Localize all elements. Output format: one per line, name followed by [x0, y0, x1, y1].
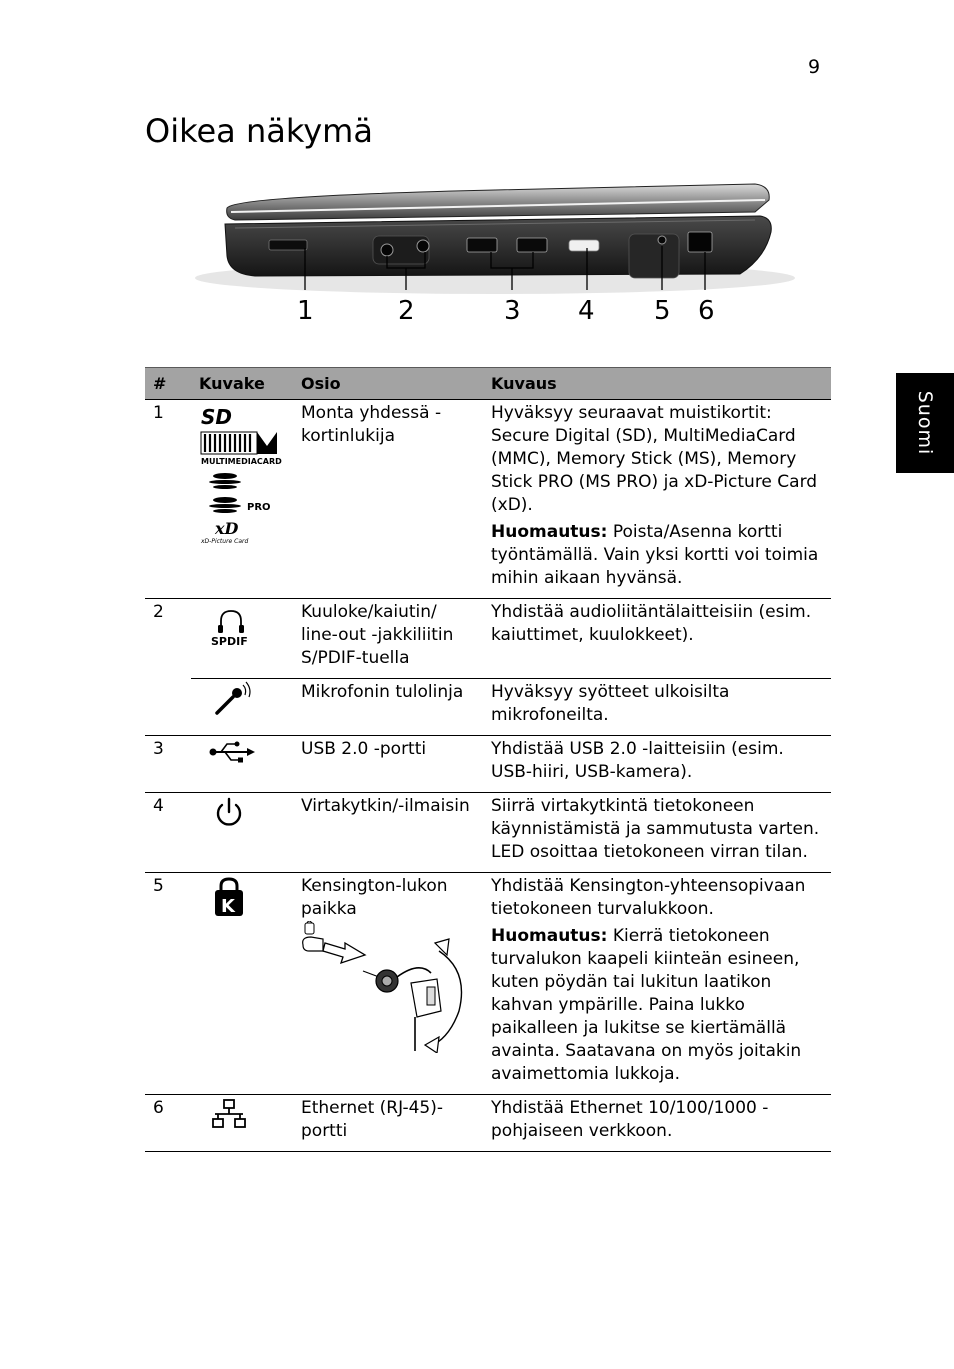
- svg-text:xD: xD: [215, 519, 239, 538]
- row-description: [483, 400, 831, 599]
- power-icon: [199, 795, 259, 831]
- row-part-text: Kensington-lukon paikka: [301, 876, 448, 919]
- table-row: [145, 1095, 831, 1152]
- callout-4: 4: [578, 296, 595, 326]
- row-description-text: Yhdistää Kensington-yhteensopivaan tietokoneen turvalukkoon.: [491, 876, 806, 919]
- svg-text:SD: SD: [201, 405, 233, 429]
- row-part: [293, 873, 483, 1095]
- row-description: Siirrä virtakytkintä tietokoneen käynnistämistä ja sammutusta varten. LED osoittaa tietokoneen virran tilan.: [483, 793, 831, 873]
- row-icon-cell: [191, 793, 293, 873]
- callout-6: 6: [698, 296, 715, 326]
- row-icon-cell: [191, 400, 293, 599]
- row-part: Ethernet (RJ-45)-portti: [293, 1095, 483, 1152]
- kensington-lock-diagram: [299, 921, 469, 1053]
- row-part: Monta yhdessä -kortinlukija: [293, 400, 483, 599]
- row-number: 4: [145, 793, 191, 873]
- row-part: Mikrofonin tulolinja: [293, 679, 483, 736]
- ethernet-icon: [199, 1097, 259, 1131]
- row-number: 3: [145, 736, 191, 793]
- callout-1: 1: [297, 296, 314, 326]
- callout-5: 5: [654, 296, 671, 326]
- row-description: [483, 873, 831, 1095]
- usb-icon: [199, 738, 259, 766]
- table-row: [145, 679, 831, 736]
- row-number: 2: [145, 599, 191, 736]
- table-row: [145, 736, 831, 793]
- row-description: Yhdistää audioliitäntälaitteisiin (esim. kaiuttimet, kuulokkeet).: [483, 599, 831, 679]
- row-note: [491, 925, 823, 1086]
- headphone-spdif-icon: [199, 601, 259, 645]
- note-label: Huomautus:: [491, 926, 608, 946]
- note-label: Huomautus:: [491, 522, 608, 542]
- header-part: Osio: [293, 368, 483, 400]
- header-number: #: [145, 368, 191, 400]
- page-title: Oikea näkymä: [145, 112, 373, 150]
- row-note: [491, 521, 823, 590]
- table-row: [145, 599, 831, 679]
- svg-text:SPDIF: SPDIF: [211, 635, 248, 645]
- svg-text:PRO: PRO: [247, 502, 271, 513]
- row-icon-cell: [191, 1095, 293, 1152]
- row-description: Yhdistää Ethernet 10/100/1000 -pohjaiseen verkkoon.: [483, 1095, 831, 1152]
- language-tab: [896, 373, 954, 473]
- row-icon-cell: [191, 679, 293, 736]
- row-part: USB 2.0 -portti: [293, 736, 483, 793]
- svg-text:MULTIMEDIACARD: MULTIMEDIACARD: [201, 457, 282, 466]
- row-part: Kuuloke/kaiutin/ line-out -jakkiliitin S/PDIF-tuella: [293, 599, 483, 679]
- table-row: [145, 793, 831, 873]
- row-icon-cell: [191, 736, 293, 793]
- row-description: Yhdistää USB 2.0 -laitteisiin (esim. USB-hiiri, USB-kamera).: [483, 736, 831, 793]
- table-row: [145, 873, 831, 1095]
- row-description-text: Hyväksyy seuraavat muistikortit: Secure Digital (SD), MultiMediaCard (MMC), Memory Stick (MS), Memory Stick PRO (MS PRO) ja xD-Picture Card (xD).: [491, 403, 818, 515]
- callout-2: 2: [398, 296, 415, 326]
- svg-text:xD-Picture Card: xD-Picture Card: [201, 538, 249, 544]
- language-tab-label: Suomi: [914, 390, 936, 456]
- row-number: 1: [145, 400, 191, 599]
- header-icon: Kuvake: [191, 368, 293, 400]
- row-description: Hyväksyy syötteet ulkoisilta mikrofoneilta.: [483, 679, 831, 736]
- microphone-icon: [199, 681, 259, 717]
- kensington-lock-icon: [199, 875, 259, 919]
- row-icon-cell: [191, 599, 293, 679]
- row-icon-cell: [191, 873, 293, 1095]
- table-row: [145, 400, 831, 599]
- memory-card-logos-icon: [199, 402, 285, 544]
- table-header-row: [145, 368, 831, 400]
- row-number: 6: [145, 1095, 191, 1152]
- note-text: Kierrä tietokoneen turvalukon kaapeli kiinteän esineen, kuten pöydän tai lukitun laatikon kahvan ympärille. Paina lukko paikalleen ja lukitse se kiertämällä avainta. Saatavana on myös joitakin avaimettomia lukkoja.: [491, 926, 802, 1084]
- svg-text:K: K: [221, 896, 235, 917]
- row-number: 5: [145, 873, 191, 1095]
- page-number: 9: [808, 56, 821, 78]
- header-description: Kuvaus: [483, 368, 831, 400]
- specification-table: [145, 367, 831, 1152]
- row-part: Virtakytkin/-ilmaisin: [293, 793, 483, 873]
- note-text: Poista/Asenna kortti työntämällä. Vain yksi kortti voi toimia mihin aikaan hyvänsä.: [491, 522, 819, 588]
- callout-3: 3: [504, 296, 521, 326]
